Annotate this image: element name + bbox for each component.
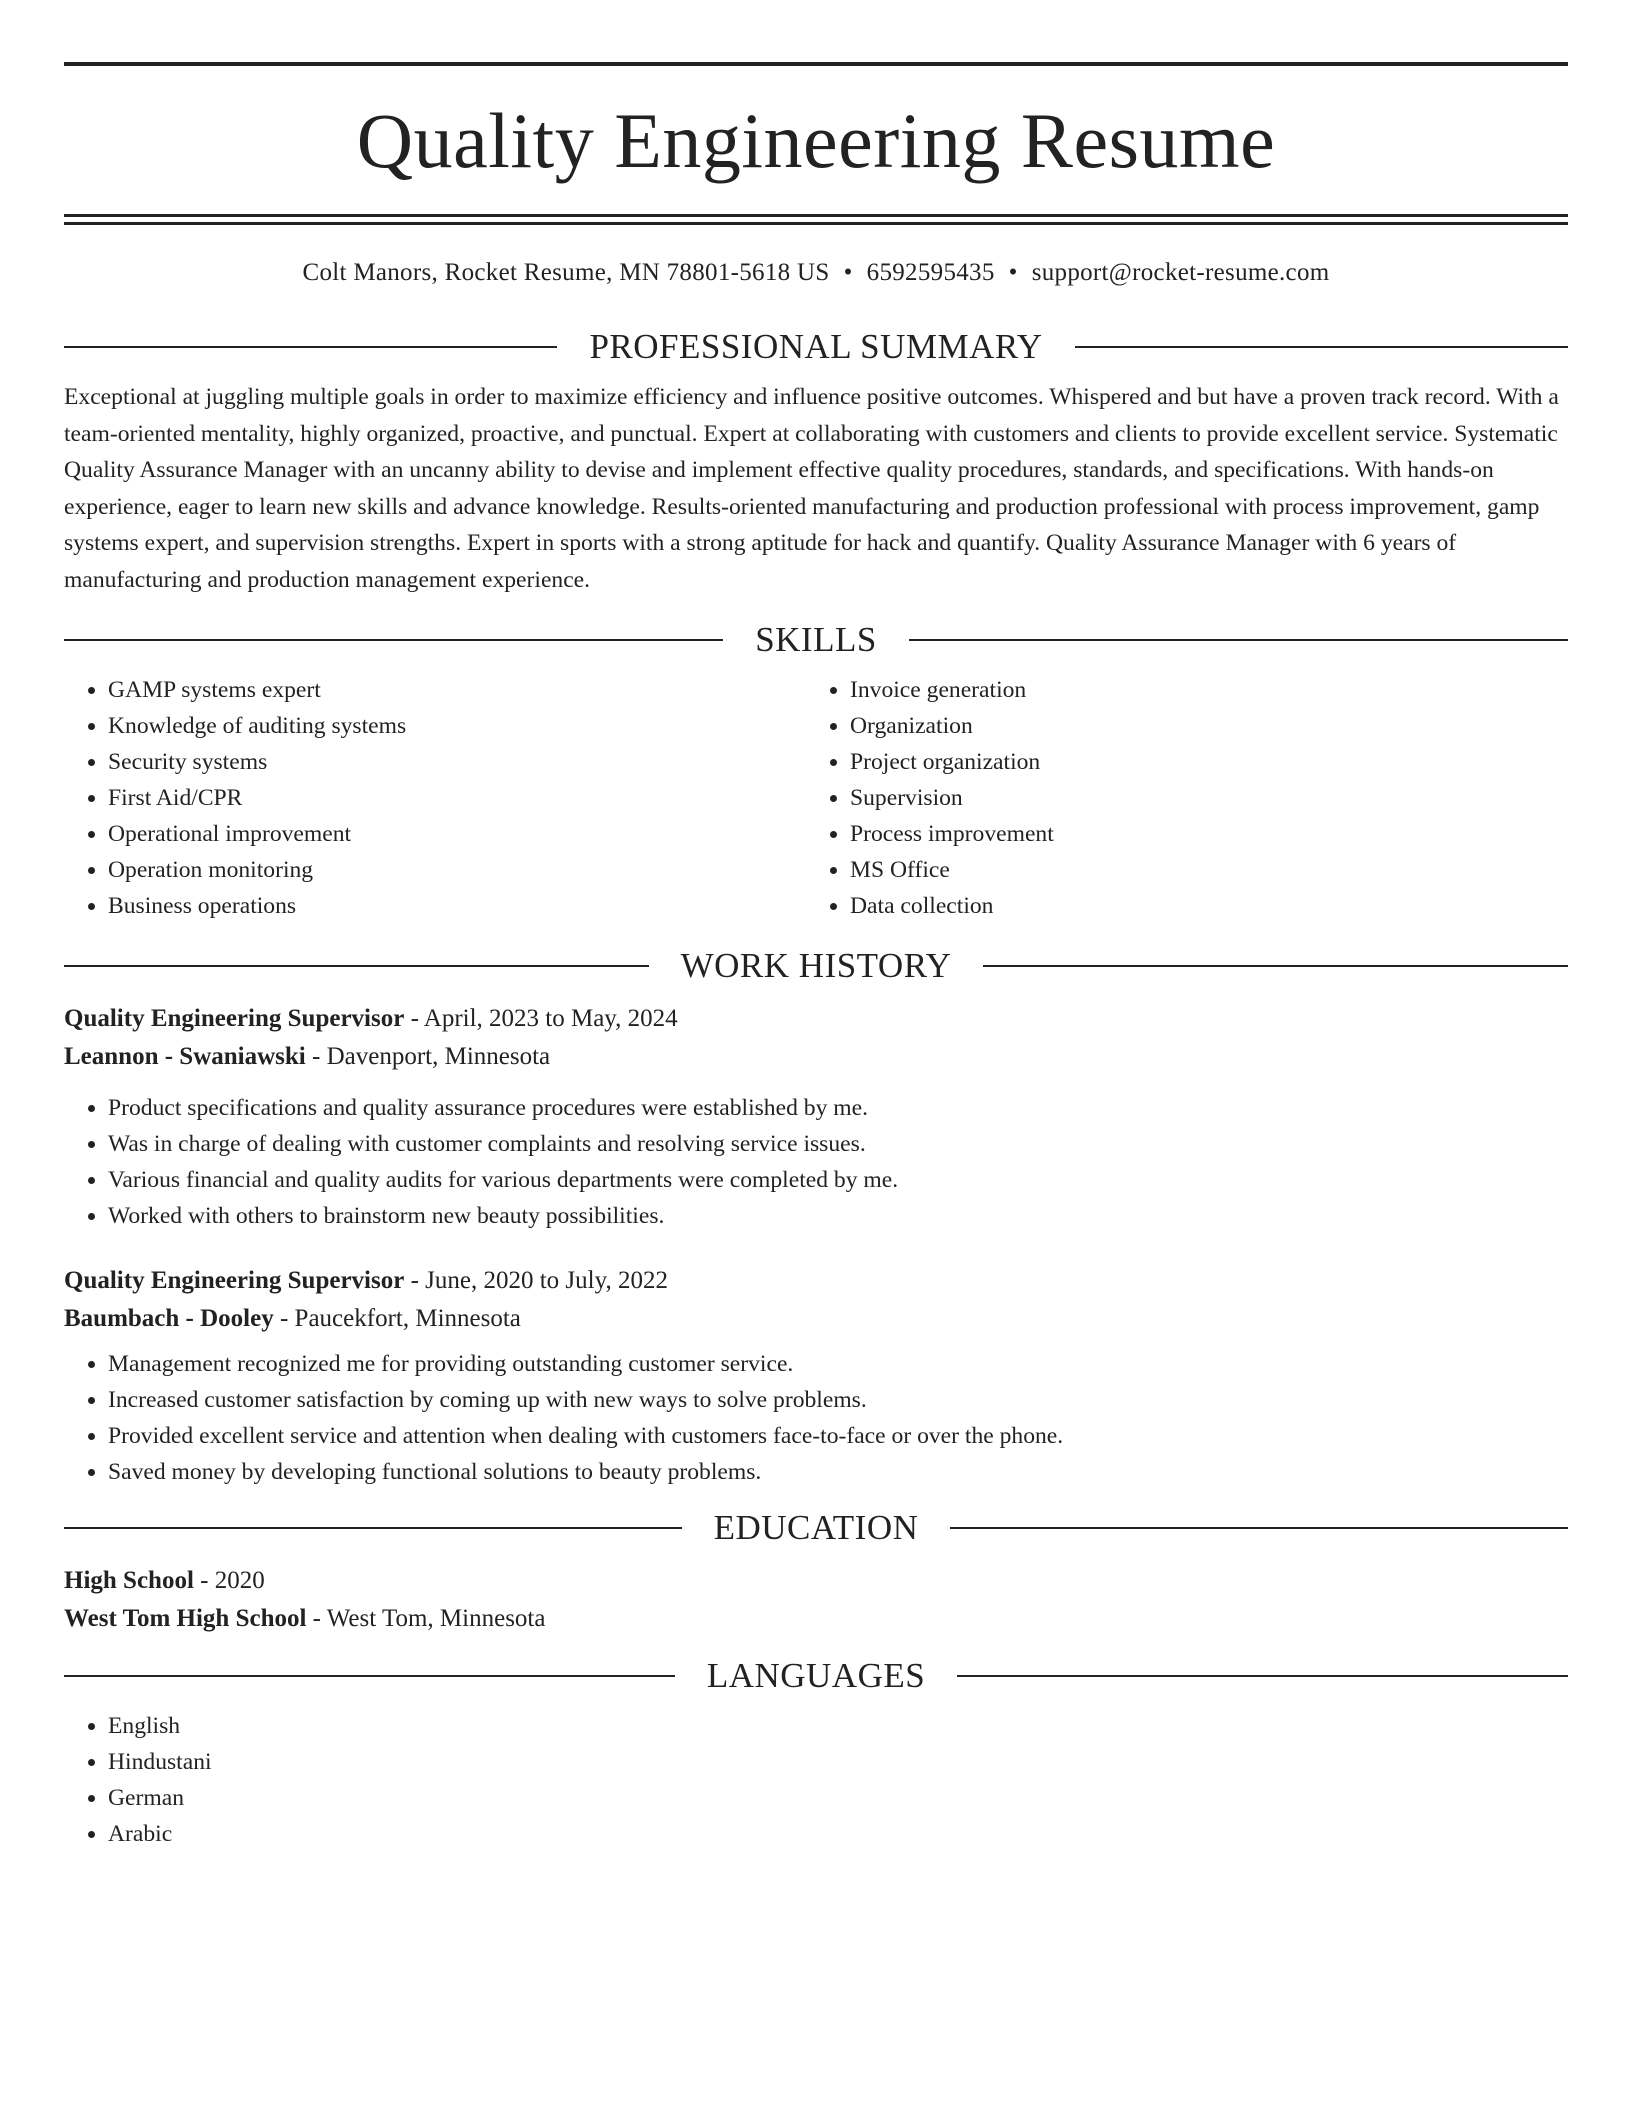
section-title-skills: SKILLS	[755, 620, 877, 659]
job-bullet: • Was in charge of dealing with customer complaints and resolving service issues.	[108, 1126, 1568, 1162]
job-bullet: • Provided excellent service and attention when dealing with customers face-to-face or over the phone.	[108, 1418, 1568, 1454]
job-title-line	[64, 1262, 1568, 1300]
section-rule	[64, 639, 723, 641]
job-company: Leannon - Swaniawski	[64, 1043, 306, 1070]
skill-item: • Knowledge of auditing systems	[108, 708, 806, 744]
skill-item: • Process improvement	[850, 816, 1548, 852]
education-entry	[64, 1562, 1568, 1638]
education-location: - West Tom, Minnesota	[306, 1605, 546, 1632]
contact-separator: •	[1008, 259, 1018, 286]
job-bullet: • Saved money by developing functional solutions to beauty problems.	[108, 1454, 1568, 1490]
skill-item: • Operation monitoring	[108, 852, 806, 888]
skills-column-left	[64, 672, 806, 924]
skill-item: • MS Office	[850, 852, 1548, 888]
section-rule	[64, 1527, 682, 1529]
job-bullet: • Management recognized me for providing outstanding customer service.	[108, 1346, 1568, 1382]
job-entry	[64, 1000, 1568, 1234]
section-rule	[983, 965, 1568, 967]
language-item: • Hindustani	[108, 1744, 1568, 1780]
section-rule	[64, 1675, 675, 1677]
skill-item: • Business operations	[108, 888, 806, 924]
section-rule	[909, 639, 1568, 641]
section-rule	[64, 346, 557, 348]
language-item: • German	[108, 1780, 1568, 1816]
resume-content	[64, 0, 1568, 1852]
contact-line	[64, 259, 1568, 287]
skill-item: • Security systems	[108, 744, 806, 780]
section-rule	[1075, 346, 1568, 348]
section-header-summary	[64, 327, 1568, 367]
skill-item: • GAMP systems expert	[108, 672, 806, 708]
job-entry	[64, 1262, 1568, 1490]
job-company-line	[64, 1038, 1568, 1076]
section-title-summary: PROFESSIONAL SUMMARY	[589, 327, 1043, 366]
skill-item: • First Aid/CPR	[108, 780, 806, 816]
job-dates: - April, 2023 to May, 2024	[404, 1005, 678, 1032]
education-school-line	[64, 1600, 1568, 1638]
section-title-education: EDUCATION	[713, 1508, 919, 1547]
job-role: Quality Engineering Supervisor	[64, 1267, 405, 1294]
contact-phone: 6592595435	[866, 259, 995, 286]
section-rule	[957, 1675, 1568, 1677]
language-item: • Arabic	[108, 1816, 1568, 1852]
skills-list-left	[64, 672, 806, 924]
section-header-skills	[64, 620, 1568, 660]
job-dates: - June, 2020 to July, 2022	[404, 1267, 668, 1294]
language-item: • English	[108, 1708, 1568, 1744]
education-year: - 2020	[193, 1567, 265, 1594]
job-bullet: • Increased customer satisfaction by coming up with new ways to solve problems.	[108, 1382, 1568, 1418]
languages-list	[64, 1708, 1568, 1852]
job-location: - Davenport, Minnesota	[305, 1043, 551, 1070]
skill-item: • Project organization	[850, 744, 1548, 780]
skills-list-right	[806, 672, 1548, 924]
job-bullet: • Worked with others to brainstorm new beauty possibilities.	[108, 1198, 1568, 1234]
contact-address: Colt Manors, Rocket Resume, MN 78801-5618 US	[302, 259, 830, 286]
summary-text: Exceptional at juggling multiple goals in order to maximize efficiency and influence positive outcomes. Whispered and but have a proven track record. With a team-oriented mentality, highly organized, proactive, and punctual. Expert at collaborating with customers and clients to provide excellent service. Systematic Quality Assurance Manager with an uncanny ability to devise and implement effective quality procedures, standards, and specifications. With hands-on experience, eager to learn new skills and advance knowledge. Results-oriented manufacturing and production professional with process improvement, gamp systems expert, and supervision strengths. Expert in sports with a strong aptitude for hack and quantify. Quality Assurance Manager with 6 years of manufacturing and production management experience.	[64, 384, 1559, 593]
job-bullets	[64, 1346, 1568, 1490]
job-location: - Paucekfort, Minnesota	[273, 1305, 521, 1332]
section-header-education	[64, 1508, 1568, 1548]
section-header-languages	[64, 1656, 1568, 1696]
skill-item: • Data collection	[850, 888, 1548, 924]
section-header-work	[64, 946, 1568, 986]
section-rule	[64, 965, 649, 967]
job-bullet: • Product specifications and quality assurance procedures were established by me.	[108, 1090, 1568, 1126]
section-rule	[950, 1527, 1568, 1529]
skill-item: • Supervision	[850, 780, 1548, 816]
job-bullets	[64, 1090, 1568, 1234]
job-company: Baumbach - Dooley	[64, 1305, 274, 1332]
contact-email: support@rocket-resume.com	[1031, 259, 1330, 286]
resume-title: Quality Engineering Resume	[356, 97, 1276, 184]
job-title-line	[64, 1000, 1568, 1038]
skill-item: • Organization	[850, 708, 1548, 744]
education-degree-line	[64, 1562, 1568, 1600]
skills-column-right	[806, 672, 1548, 924]
job-company-line	[64, 1300, 1568, 1338]
section-title-work: WORK HISTORY	[680, 946, 952, 985]
section-title-languages: LANGUAGES	[706, 1656, 926, 1695]
education-school: West Tom High School	[64, 1605, 307, 1632]
job-role: Quality Engineering Supervisor	[64, 1005, 405, 1032]
skill-item: • Invoice generation	[850, 672, 1548, 708]
skill-item: • Operational improvement	[108, 816, 806, 852]
job-bullet: • Various financial and quality audits for various departments were completed by me.	[108, 1162, 1568, 1198]
skills-grid	[64, 672, 1568, 924]
education-degree: High School	[64, 1567, 194, 1594]
header-double-rule	[64, 214, 1568, 225]
contact-separator: •	[843, 259, 853, 286]
